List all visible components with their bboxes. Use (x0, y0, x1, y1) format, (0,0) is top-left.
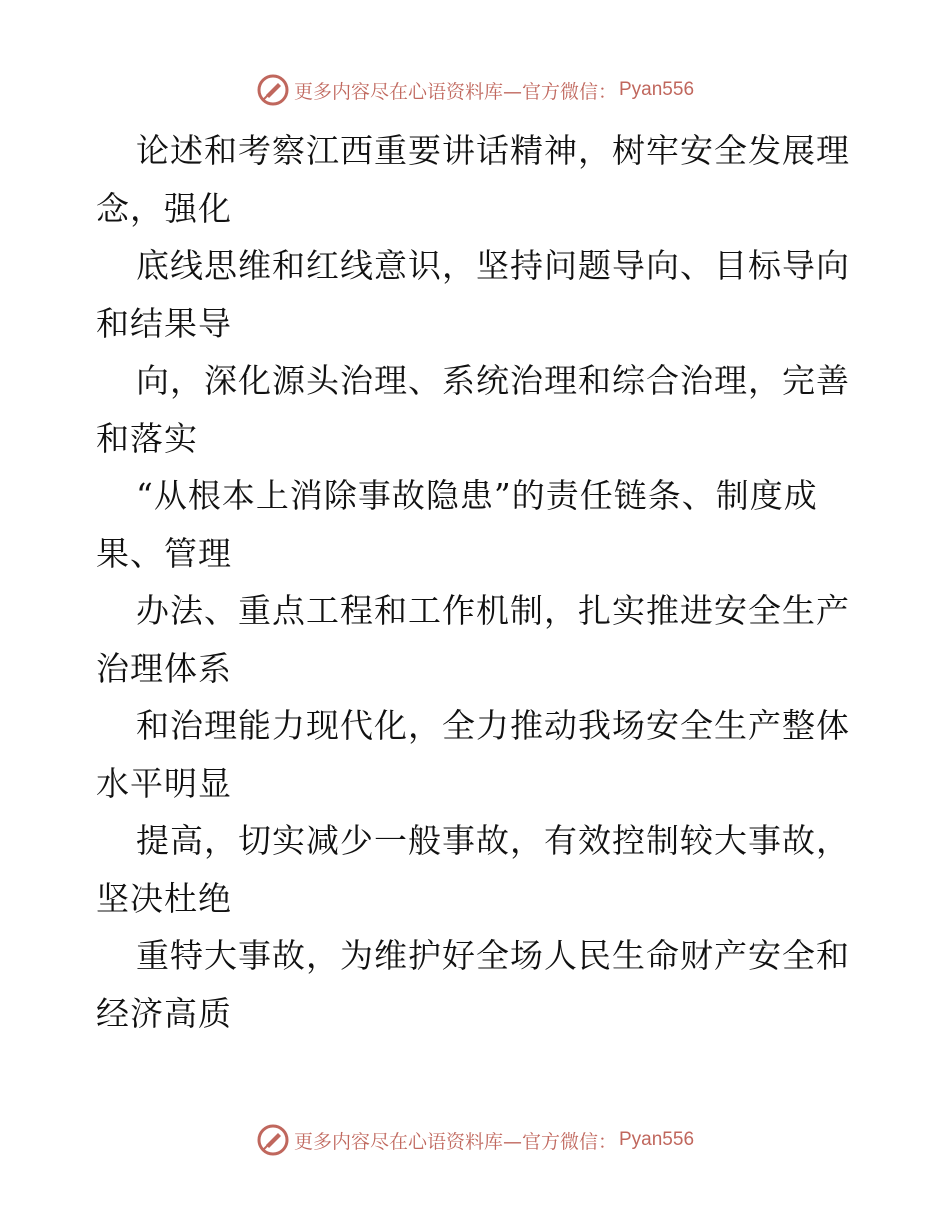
body-line: 和落实 (96, 418, 198, 458)
watermark-id: Pyan556 (619, 79, 695, 100)
body-line: 治理体系 (96, 648, 232, 688)
body-line: 重特大事故，为维护好全场人民生命财产安全和 (136, 936, 850, 975)
body-line: 和治理能力现代化，全力推动我场安全生产整体 (136, 706, 850, 745)
watermark-id: Pyan556 (619, 1129, 695, 1150)
body-line: 坚决杜绝 (96, 878, 232, 918)
body-line: 向，深化源头治理、系统治理和综合治理，完善 (136, 361, 850, 400)
body-line: 念，强化 (96, 188, 232, 228)
header-watermark (0, 70, 950, 110)
body-line: 底线思维和红线意识，坚持问题导向、目标导向 (136, 246, 850, 285)
footer-watermark (0, 1120, 950, 1160)
seal-logo-icon (256, 1123, 290, 1157)
body-line: 论述和考察江西重要讲话精神，树牢安全发展理 (136, 131, 850, 170)
body-line: 提高，切实减少一般事故，有效控制较大事故， (136, 821, 850, 860)
body-line: 办法、重点工程和工作机制，扎实推进安全生产 (136, 591, 850, 630)
body-line: 果、管理 (96, 533, 232, 573)
seal-logo-icon (256, 73, 290, 107)
watermark-text: 更多内容尽在心语资料库—官方微信： (293, 80, 617, 103)
body-line: 经济高质 (96, 993, 232, 1033)
body-line: 和结果导 (96, 303, 232, 343)
document-body (96, 122, 856, 1042)
watermark-text: 更多内容尽在心语资料库—官方微信： (293, 1130, 617, 1153)
body-line: “从根本上消除事故隐患”的责任链条、制度成 (136, 476, 818, 515)
body-line: 水平明显 (96, 763, 232, 803)
